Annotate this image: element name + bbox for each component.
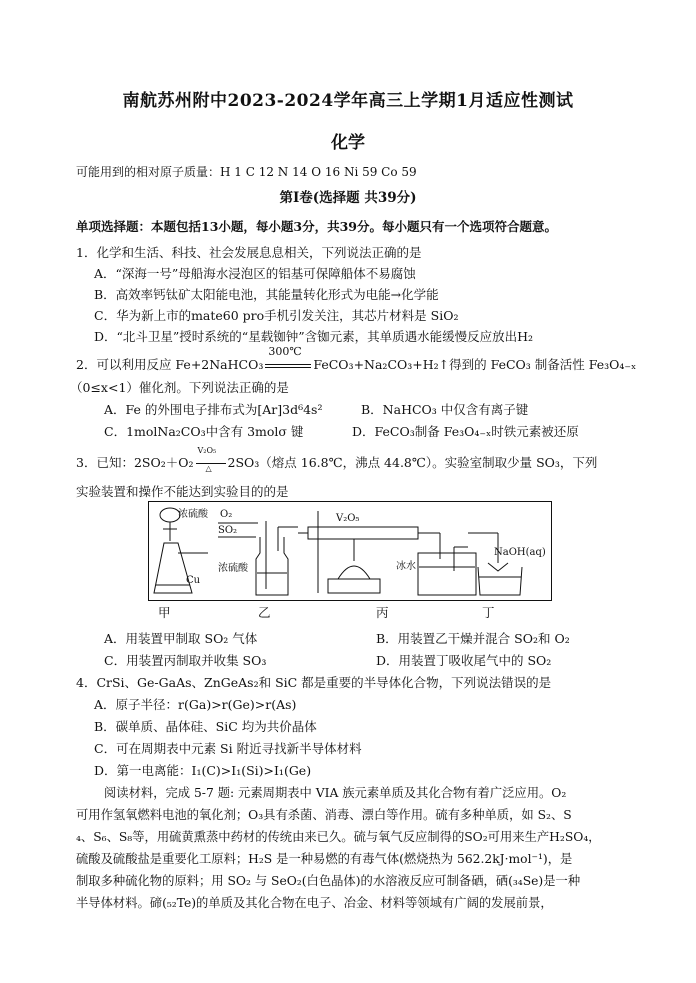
- q3-stem: [76, 446, 598, 473]
- q3-option-a: A．用装置甲制取 SO₂ 气体: [104, 631, 258, 646]
- equals-line-icon: [265, 367, 311, 368]
- label-o2: O₂: [220, 509, 233, 520]
- apparatus-bing: [298, 511, 476, 595]
- q4-option-b: B．碳单质、晶体硅、SiC 均为共价晶体: [94, 719, 317, 734]
- label-cu: Cu: [186, 575, 201, 586]
- q2-stem: [76, 345, 637, 373]
- q3-stem-cont: 实验装置和操作不能达到实验目的的是: [76, 484, 289, 499]
- label-ding: 丁: [482, 605, 495, 620]
- reading-line-2: 可用作氢氧燃料电池的氧化剂；O₃具有杀菌、消毒、漂白等作用。硫有多种单质，如 S₂、S: [76, 808, 572, 822]
- q1-option-d: D．“北斗卫星”授时系统的“星载铷钟”含铷元素，其单质遇水能缓慢反应放出H₂: [94, 329, 533, 344]
- label-acid-2: 浓硫酸: [218, 563, 248, 574]
- q3-stem-part-b: 2SO₃（熔点 16.8℃，沸点 44.8℃）。实验室制取少量 SO₃，下列: [227, 455, 598, 470]
- q2-option-c: C．1molNa₂CO₃中含有 3molσ 键: [104, 424, 304, 439]
- q2-option-a: A．Fe 的外围电子排布式为[Ar]3d⁶4s²: [104, 402, 323, 417]
- q4-option-c: C．可在周期表中元素 Si 附近寻找新半导体材料: [94, 741, 362, 756]
- q1-option-b: B．高效率钙钛矿太阳能电池，其能量转化形式为电能→化学能: [94, 287, 439, 302]
- label-acid-1: 浓硫酸: [178, 509, 208, 520]
- q1-option-a: A．“深海一号”母船海水浸泡区的铝基可保障船体不易腐蚀: [94, 266, 416, 281]
- exam-title: 南航苏州附中2023-2024学年高三上学期1月适应性测试: [122, 91, 574, 111]
- q3-catalyst: V₂O₅: [197, 446, 217, 455]
- q3-stem-part-a: 3．已知：2SO₂＋O₂: [76, 455, 194, 470]
- apparatus-diagram: [148, 501, 552, 601]
- q3-reaction-arrow: [194, 446, 228, 473]
- reading-line-6: 半导体材料。碲(₅₂Te)的单质及其化合物在电子、冶金、材料等领域有广阔的发展前景，: [76, 896, 553, 910]
- instructions: 单项选择题：本题包括13小题，每小题3分，共39分。每小题只有一个选项符合题意。: [76, 219, 557, 234]
- label-ice-water: 冰水: [396, 561, 416, 572]
- label-naoh: NaOH(aq): [494, 547, 546, 558]
- q2-stem-part-a: 2．可以利用反应 Fe+2NaHCO₃: [76, 357, 264, 372]
- q2-stem-part-b: FeCO₃+Na₂CO₃+H₂↑得到的 FeCO₃ 制备活性 Fe₃O₄₋ₓ: [313, 357, 637, 372]
- q3-option-b: B．用装置乙干燥并混合 SO₂和 O₂: [376, 631, 570, 646]
- q3-option-d: D．用装置丁吸收尾气中的 SO₂: [376, 653, 552, 668]
- reading-line-1: 阅读材料，完成 5-7 题: 元素周期表中 VIA 族元素单质及其化合物有着广泛应用。O₂: [104, 786, 567, 800]
- reading-line-4: 硫酸及硫酸盐是重要化工原料；H₂S 是一种易燃的有毒气体(燃烧热为 562.2kJ·mol⁻¹)，是: [76, 852, 573, 866]
- q4-option-d: D．第一电离能：I₁(C)>I₁(Si)>I₁(Ge): [94, 763, 312, 778]
- label-v2o5: V₂O₅: [336, 513, 360, 524]
- label-yi: 乙: [258, 605, 271, 620]
- q2-condition: 300℃: [268, 345, 302, 358]
- subject-heading: 化学: [331, 133, 365, 153]
- q1-option-c: C．华为新上市的mate60 pro手机引发关注，其芯片材料是 SiO₂: [94, 308, 459, 323]
- q3-option-c: C．用装置丙制取并收集 SO₃: [104, 653, 267, 668]
- atomic-masses: 可能用到的相对原子质量：H 1 C 12 N 14 O 16 Ni 59 Co 59: [76, 165, 417, 179]
- label-so2: SO₂: [218, 525, 238, 536]
- section-title: 第Ⅰ卷(选择题 共39分): [279, 190, 417, 206]
- q2-option-d: D．FeCO₃制备 Fe₃O₄₋ₓ时铁元素被还原: [352, 424, 579, 439]
- equals-line-icon: [265, 364, 311, 365]
- q2-stem-cont: （0≤x<1）催化剂。下列说法正确的是: [70, 380, 289, 395]
- q4-stem: 4．CrSi、Ge-GaAs、ZnGeAs₂和 SiC 都是重要的半导体化合物，下列说法错误的是: [76, 675, 552, 690]
- q4-option-a: A．原子半径：r(Ga)>r(Ge)>r(As): [94, 697, 297, 712]
- reading-line-3: ₄、S₆、S₈等，用硫黄熏蒸中药材的传统由来已久。硫与氧气反应制得的SO₂可用来生产H₂SO₄，: [76, 830, 601, 844]
- q2-option-b: B．NaHCO₃ 中仅含有离子键: [361, 402, 529, 417]
- reading-line-5: 制取多种硫化物的原料；用 SO₂ 与 SeO₂(白色晶体)的水溶液反应可制备硒，硒(₃₄Se)是一种: [76, 874, 581, 888]
- q2-reaction-arrow: [263, 345, 313, 373]
- q1-stem: 1．化学和生活、科技、社会发展息息相关，下列说法正确的是: [76, 245, 422, 260]
- label-jia: 甲: [158, 605, 171, 620]
- label-bing: 丙: [376, 605, 389, 620]
- q3-heat: △: [205, 464, 212, 473]
